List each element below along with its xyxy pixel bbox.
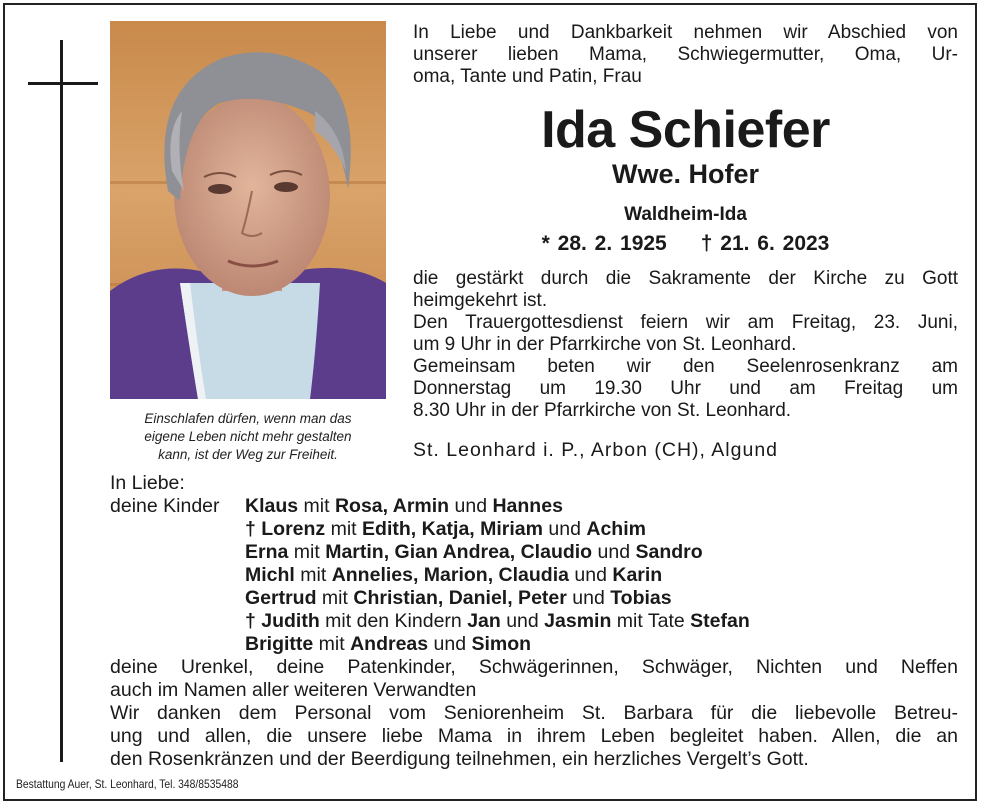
connector-text: und [542, 518, 587, 540]
family-name: Klaus [245, 495, 299, 517]
closing-line: ung und allen, die unsere liebe Mama in ihrem Leben begleitet haben. Allen, die an [110, 725, 958, 747]
family-name: Erna [245, 541, 289, 563]
portrait-photo [110, 21, 386, 399]
body-line: Gemeinsam beten wir den Seelenrosenkranz am [413, 356, 958, 377]
family-name: Hannes [492, 495, 563, 517]
caption-line: kann, ist der Weg zur Freiheit. [158, 447, 338, 462]
family-name: Achim [586, 518, 646, 540]
closing-line: Wir danken dem Personal vom Seniorenheim St. Barbara für die liebevolle Betreu- [110, 702, 958, 724]
connector-text: mit den Kindern [319, 610, 468, 632]
places-line: St. Leonhard i. P., Arbon (CH), Algund [413, 439, 779, 461]
family-name: Christian, Daniel, Peter [353, 587, 567, 609]
caption-line: Einschlafen dürfen, wenn man das [144, 411, 352, 426]
connector-text: mit [313, 633, 351, 655]
family-name: Jan [467, 610, 501, 632]
death-date: † 21. 6. 2023 [700, 232, 830, 255]
connector-text: und [449, 495, 493, 517]
family-name: Martin, Gian Andrea, Claudio [325, 541, 593, 563]
child-row [110, 495, 960, 518]
family-name: † Lorenz [245, 518, 326, 540]
family-name: † Judith [245, 610, 320, 632]
child-row [110, 541, 960, 564]
kids-block [110, 495, 960, 656]
kids-prefix: deine Kinder [110, 495, 220, 517]
closing-line: auch im Namen aller weiteren Verwandten [110, 679, 477, 701]
family-name: Simon [471, 633, 532, 655]
body-line: die gestärkt durch die Sakramente der Kirche zu Gott [413, 268, 958, 289]
intro-line: In Liebe und Dankbarkeit nehmen wir Abschied von [413, 22, 958, 43]
family-name: Edith, Katja, Miriam [362, 518, 543, 540]
life-dates [413, 231, 958, 257]
connector-text: und [592, 541, 636, 563]
caption-line: eigene Leben nicht mehr gestalten [144, 429, 352, 444]
child-row [110, 633, 960, 656]
child-row [110, 610, 960, 633]
family-heading: In Liebe: [110, 472, 185, 494]
connector-text: mit [325, 518, 363, 540]
connector-text: und [568, 564, 613, 586]
family-name: Karin [612, 564, 663, 586]
closing-line: deine Urenkel, deine Patenkinder, Schwägerinnen, Schwäger, Nichten und Neffen [110, 656, 958, 678]
connector-text: mit [294, 564, 332, 586]
child-row [110, 518, 960, 541]
connector-text: und [428, 633, 472, 655]
body-line: um 9 Uhr in der Pfarrkirche von St. Leonhard. [413, 334, 797, 355]
kids-rows [110, 495, 960, 656]
connector-text: und [500, 610, 545, 632]
birth-date: * 28. 2. 1925 [541, 232, 667, 255]
family-name: Sandro [635, 541, 703, 563]
funeral-home-footer: Bestattung Auer, St. Leonhard, Tel. 348/8535488 [16, 777, 239, 791]
intro-line: oma, Tante und Patin, Frau [413, 66, 642, 87]
family-name: Andreas [350, 633, 429, 655]
closing-line: den Rosenkränzen und der Beerdigung teilnehmen, ein herzliches Vergelt’s Gott. [110, 748, 809, 770]
photo-caption [110, 410, 386, 464]
intro-line: unserer lieben Mama, Schwiegermutter, Oma, Ur- [413, 44, 958, 65]
family-name: Stefan [690, 610, 750, 632]
connector-text: mit Tate [611, 610, 691, 632]
deceased-name: Ida Schiefer [541, 101, 830, 159]
family-name: Annelies, Marion, Claudia [331, 564, 569, 586]
body-line: 8.30 Uhr in der Pfarrkirche von St. Leonhard. [413, 400, 792, 421]
body-line: Donnerstag um 19.30 Uhr und am Freitag um [413, 378, 958, 399]
family-name: Michl [245, 564, 295, 586]
connector-text: und [566, 587, 611, 609]
service-details [413, 268, 958, 422]
child-row [110, 564, 960, 587]
body-line: Den Trauergottesdienst feiern wir am Freitag, 23. Juni, [413, 312, 958, 333]
connector-text: mit [316, 587, 354, 609]
connector-text: mit [298, 495, 335, 517]
family-section [110, 472, 960, 771]
family-name: Jasmin [544, 610, 612, 632]
body-line: heimgekehrt ist. [413, 290, 548, 311]
widow-name: Wwe. Hofer [611, 159, 759, 189]
family-name: Brigitte [245, 633, 314, 655]
connector-text: mit [288, 541, 326, 563]
family-name: Tobias [610, 587, 672, 609]
nickname: Waldheim-Ida [624, 204, 747, 225]
child-row [110, 587, 960, 610]
intro-text [413, 22, 958, 88]
family-name: Gertrud [245, 587, 317, 609]
family-name: Rosa, Armin [334, 495, 450, 517]
